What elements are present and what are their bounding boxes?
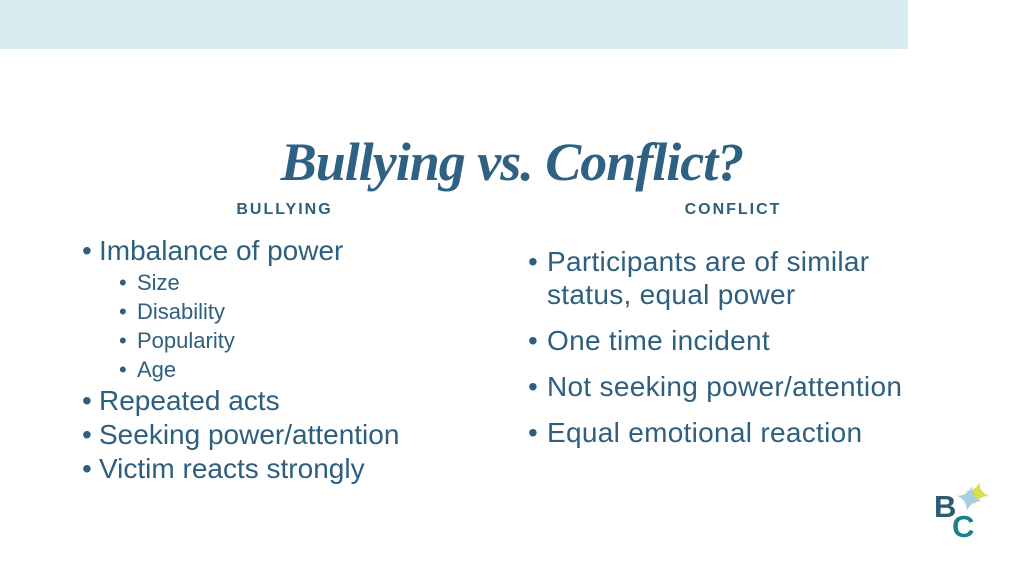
- list-item-label: Seeking power/attention: [99, 419, 400, 450]
- list-item: [119, 355, 487, 384]
- bullying-sublist: [82, 268, 487, 384]
- column-conflict: [528, 200, 938, 462]
- bullet-icon: •: [528, 417, 539, 448]
- slide-title: Bullying vs. Conflict?: [280, 132, 744, 193]
- column-header-conflict: CONFLICT: [684, 201, 782, 218]
- bullet-icon: •: [119, 270, 127, 295]
- list-item-label: Not seeking power/attention: [547, 371, 903, 402]
- bullet-icon: •: [119, 357, 127, 382]
- conflict-list: [528, 245, 938, 449]
- bullet-icon: •: [528, 371, 539, 402]
- list-item: [119, 326, 487, 355]
- list-item: [82, 452, 487, 486]
- logo: [930, 478, 996, 552]
- list-item-label: Size: [137, 270, 180, 295]
- bullet-icon: •: [82, 385, 92, 416]
- list-item: [119, 297, 487, 326]
- bullet-icon: •: [82, 453, 92, 484]
- column-bullying: [82, 200, 487, 486]
- list-item-label: Imbalance of power: [99, 235, 344, 266]
- list-item-label: Disability: [137, 299, 226, 324]
- column-header-bullying: BULLYING: [236, 201, 333, 218]
- list-item: [528, 324, 938, 357]
- list-item-label: Repeated acts: [99, 385, 280, 416]
- list-item: [82, 418, 487, 452]
- list-item: [119, 268, 487, 297]
- bullying-list: [82, 234, 487, 486]
- bullet-icon: •: [119, 299, 127, 324]
- bullet-icon: •: [528, 325, 539, 356]
- bullet-icon: •: [528, 246, 539, 277]
- list-item-label: Victim reacts strongly: [99, 453, 365, 484]
- bullet-icon: •: [119, 328, 127, 353]
- list-item: [82, 384, 487, 418]
- bullet-icon: •: [82, 419, 92, 450]
- list-item-label: Participants are of similar status, equal power: [547, 246, 870, 310]
- list-item: [528, 245, 938, 311]
- list-item-label: One time incident: [547, 325, 770, 356]
- list-item: [528, 416, 938, 449]
- top-banner: [0, 0, 908, 49]
- list-item-label: Age: [137, 357, 177, 382]
- logo-letter-c: C: [952, 509, 975, 544]
- list-item-label: Equal emotional reaction: [547, 417, 863, 448]
- list-item-label: Popularity: [137, 328, 235, 353]
- list-item: [82, 234, 487, 384]
- list-item: [528, 370, 938, 403]
- logo-letter-b: B: [934, 489, 957, 524]
- bullet-icon: •: [82, 235, 92, 266]
